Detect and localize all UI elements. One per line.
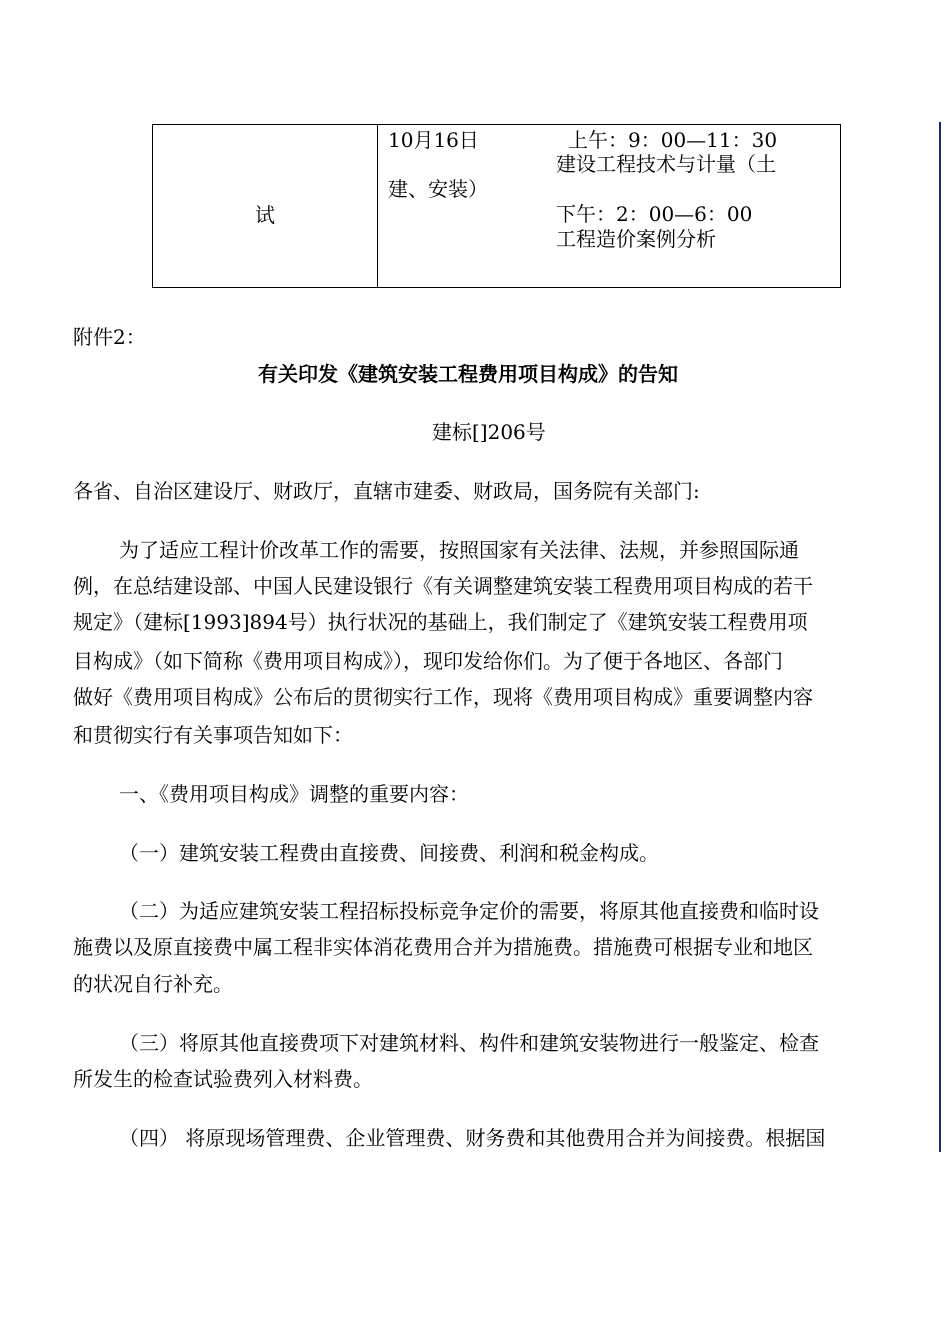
item2-line: （二）为适应建筑安装工程招标投标竞争定价的需要，将原其他直接费和临时设 <box>119 899 819 923</box>
am-subject-line2: 建、安装） <box>388 177 488 201</box>
item2-line: 的状况自行补充。 <box>73 972 233 996</box>
pm-subject: 工程造价案例分析 <box>556 227 716 251</box>
attachment-label: 附件2： <box>73 325 146 349</box>
para1-line: 和贯彻实行有关事项告知如下： <box>73 723 353 747</box>
margin-rule <box>939 122 941 1152</box>
exam-label-cell <box>153 125 378 288</box>
item1: （一）建筑安装工程费由直接费、间接费、利润和税金构成。 <box>119 841 659 865</box>
exam-date: 10月16日 <box>388 128 479 152</box>
item3-line: 所发生的检查试验费列入材料费。 <box>73 1067 373 1091</box>
item4: （四） 将原现场管理费、企业管理费、财务费和其他费用合并为间接费。根据国 <box>119 1126 826 1150</box>
para1-line: 为了适应工程计价改革工作的需要，按照国家有关法律、法规，并参照国际通 <box>119 538 799 562</box>
exam-label: 试 <box>255 203 275 227</box>
para1-line: 例，在总结建设部、中国人民建设银行《有关调整建筑安装工程费用项目构成的若干 <box>73 574 813 598</box>
section1-heading: 一、《费用项目构成》调整的重要内容： <box>119 782 469 806</box>
document-number: 建标[]206号 <box>432 420 546 444</box>
addressee: 各省、自治区建设厅、财政厅，直辖市建委、财政局，国务院有关部门: <box>73 479 700 503</box>
para1-line: 做好《费用项目构成》公布后的贯彻实行工作，现将《费用项目构成》重要调整内容 <box>73 685 813 709</box>
document-title: 有关印发《建筑安装工程费用项目构成》的告知 <box>258 362 678 386</box>
item3-line: （三）将原其他直接费项下对建筑材料、构件和建筑安装物进行一般鉴定、检查 <box>119 1031 819 1055</box>
am-subject-line1: 建设工程技术与计量（土 <box>556 152 776 176</box>
exam-detail-cell <box>378 125 841 288</box>
pm-time: 下午：2：00—6：00 <box>556 202 753 226</box>
item2-line: 施费以及原直接费中属工程非实体消花费用合并为措施费。措施费可根据专业和地区 <box>73 935 813 959</box>
para1-line: 目构成》（如下简称《费用项目构成》），现印发给你们。为了便于各地区、各部门 <box>73 649 783 673</box>
exam-schedule-table <box>152 124 841 288</box>
am-time: 上午：9：00—11：30 <box>568 128 778 152</box>
para1-line: 规定》（建标[1993]894号）执行状况的基础上，我们制定了《建筑安装工程费用项 <box>73 610 808 634</box>
